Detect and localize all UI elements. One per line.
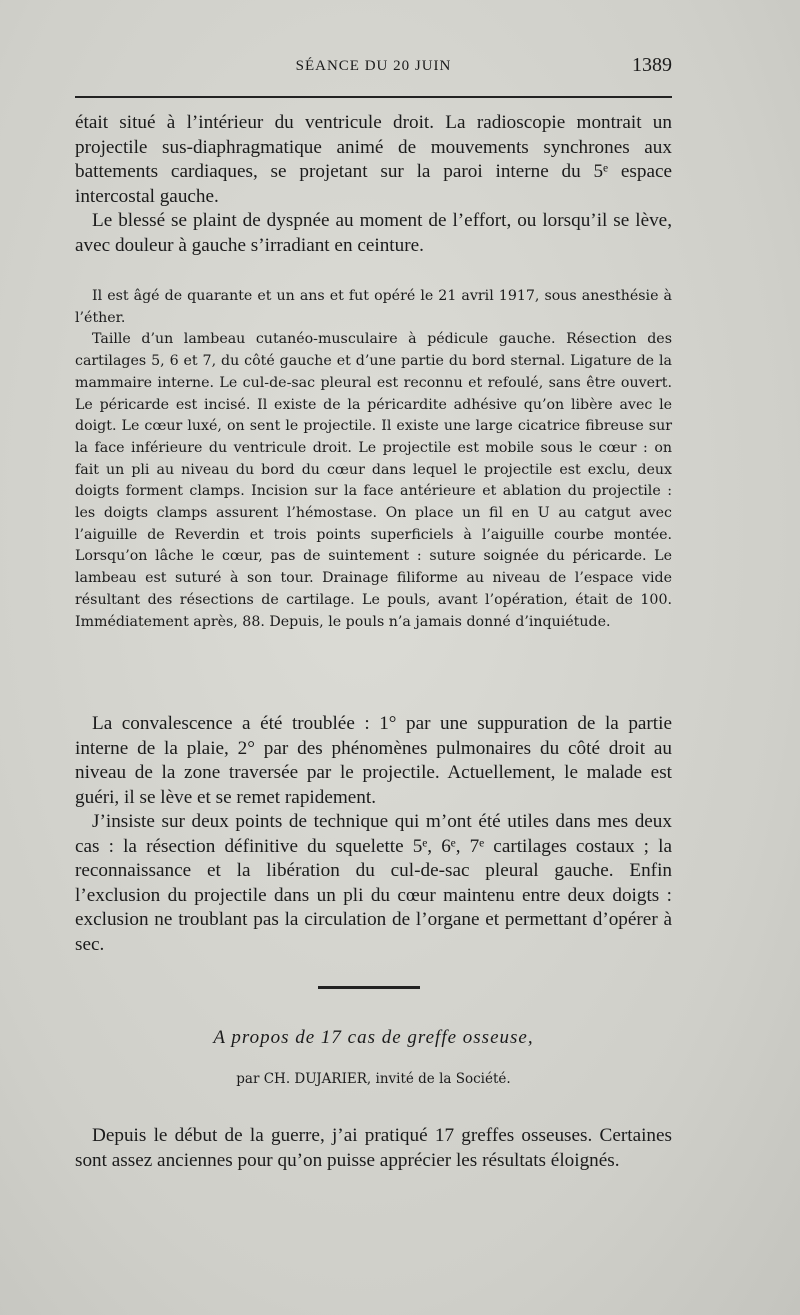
article-byline: par CH. DUJARIER, invité de la Société.	[236, 1071, 511, 1087]
paragraph: Depuis le début de la guerre, j’ai pratiqué 17 greffes osseuses. Certaines sont assez anciennes pour qu’on puisse apprécier les résultats éloignés.	[75, 1125, 672, 1171]
header-rule	[75, 96, 672, 98]
text-block-2	[75, 712, 672, 957]
paragraph: J’insiste sur deux points de technique qui m’ont été utiles dans mes deux cas : la résection définitive du squelette 5ᵉ, 6ᵉ, 7ᵉ cartilages costaux ; la reconnaissance et la libération du cul-de-sac pleural gauche. Enfin l’exclusion du projectile dans un pli du cœur maintenu entre deux doigts : exclusion ne troublant pas la circulation de l’organe et permettant d’opérer à sec.	[75, 811, 672, 955]
text-block-1	[75, 111, 672, 258]
paragraph: La convalescence a été troublée : 1° par une suppuration de la partie interne de la plaie, 2° par des phénomènes pulmonaires du côté droit au niveau de la zone traversée par le projectile. Actuellement, le malade est guéri, il se lève et se remet rapidement.	[75, 713, 672, 808]
paragraph: Le blessé se plaint de dyspnée au moment de l’effort, ou lorsqu’il se lève, avec douleur à gauche s’irradiant en ceinture.	[75, 210, 672, 256]
section-separator	[318, 986, 420, 989]
observation-block	[75, 286, 672, 633]
observation-paragraph: Taille d’un lambeau cutanéo-musculaire à pédicule gauche. Résection des cartilages 5, 6 et 7, du côté gauche et d’une partie du bord sternal. Ligature de la mammaire interne. Le cul-de-sac pleural est reconnu et refoulé, sans être ouvert. Le péricarde est incisé. Il existe de la péricardite adhésive qu’on libère avec le doigt. Le cœur luxé, on sent le projectile. Il existe une large cicatrice fibreuse sur la face inférieure du ventricule droit. Le projectile est mobile sous le cœur : on fait un pli au niveau du bord du cœur dans lequel le projectile est exclu, deux doigts forment clamps. Incision sur la face antérieure et ablation du projectile : les doigts clamps assurent l’hémostase. On place un fil en U au catgut avec l’aiguille de Reverdin et trois points superficiels à l’aiguille courbe montée. Lorsqu’on lâche le cœur, pas de suintement : suture soignée du péricarde. Le lambeau est suturé à son tour. Drainage filiforme au niveau de l’espace vide résultant des résections de cartilage. Le pouls, avant l’opération, était de 100. Immédiatement après, 88. Depuis, le pouls n’a jamais donné d’inquiétude.	[75, 331, 672, 630]
text-block-3	[75, 1124, 672, 1173]
page-header	[75, 52, 672, 78]
paragraph: était situé à l’intérieur du ventricule droit. La radioscopie montrait un projectile sus-diaphragmatique animé de mouvements synchrones aux battements cardiaques, se projetant sur la paroi interne du 5ᵉ espace intercostal gauche.	[75, 112, 672, 207]
running-title: SÉANCE DU 20 JUIN	[295, 58, 452, 74]
observation-paragraph: Il est âgé de quarante et un ans et fut opéré le 21 avril 1917, sous anesthésie à l’éther.	[75, 288, 672, 326]
page-number: 1389	[632, 54, 672, 76]
article-title: A propos de 17 cas de greffe osseuse,	[213, 1027, 534, 1048]
